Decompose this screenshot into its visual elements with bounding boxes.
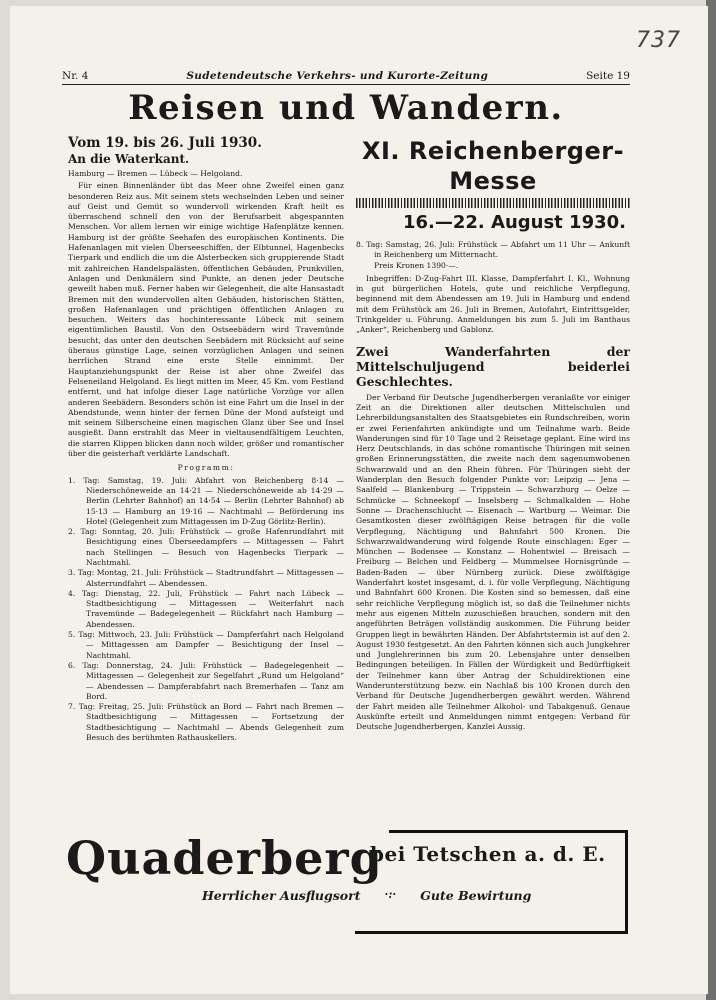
trip-route: Hamburg — Bremen — Lübeck — Helgoland. [68,169,243,178]
advert-slogan-2: Gute Bewirtung [420,888,532,903]
left-column [68,136,344,743]
messe-advert [356,136,630,234]
included-services: Inbegriffen: D-Zug-Fahrt III. Klasse, Dampferfahrt I. Kl., Wohnung in gut bürgerlichen Hotels, gute und reichliche Verpflegung, beginnend mit dem Abendessen am 19. Juli in Hamburg und endend mit dem Frühstück am 26. Juli in Bremen, Autofahrt, Eintrittsgelder, Trinkgelder u. Führung. Anmeldungen bis zum 5. Juli im Banthaus „Anker“, Reichenberg und Gablonz. [356,273,630,335]
program-day: 6. Tag: Donnerstag, 24. Juli: Frühstück — Badegelegenheit — Mittagessen — Gelegenheit zur Segelfahrt „Rund um Helgoland“ — Abendessen — Dampferabfahrt nach Bremerhafen — Tanz am Bord. [68,660,344,701]
program-day: 7. Tag: Freitag, 25. Juli: Frühstück an Bord — Fahrt nach Bremen — Stadtbesichtigung — Mittagessen — Fortsetzung der Stadtbesichtigung — Nachtmahl — Abends Gelegenheit zum Besuch des berühmten Rathauskellers. [68,702,344,743]
advert-slogan-1: Herrlicher Ausflugsort [202,888,361,903]
right-column [356,136,630,732]
advert-slogan [202,888,622,903]
advert-location: bei Tetschen a. d. E. [370,842,606,866]
wanderfahrten-text: Der Verband für Deutsche Jugendherbergen veranlaßte vor einiger Zeit an die Direktionen aller deutschen Mittelschulen und Lehrerbildungsanstalten des Staatsgebietes ein Rundschreiben, worin er zwei Ferienfahrten ankündigte und um Teilnahme warb. Beide Wanderungen sind für 10 Tage und 2 Reisetage geplant. Eine wird ins Herz Deutschlands, in das schöne romantische Thüringen mit seinen großen Erinnerungsstätten, die zweite nach dem sagenumwobenen Schwarzwald und an den Rhein führen. Für Thüringen sieht der Wanderplan den Besuch folgender Punkte vor: Leipzig — Jena — Saalfeld — Blankenburg — Trippstein — Schwarzburg — Oelze — Schmücke — Schneekopf — Inselsberg — Schmalkalden — Hohe Sonne — Drachenschlucht — Eisenach — Wartburg — Weimar. Die Gesamtkosten dieser zwölftägigen Reise betragen für die volle Verpflegung, Nächtigung und Bahnfahrt 500 Kronen. Die Schwarzwaldwanderung wird folgende Route einschlagen: Eger — München — Bodensee — Konstanz — Hohentwiel — Breisach — Freiburg — Belchen und Feldberg — Mummelsee Hornisgründe — Baden-Baden — über Nürnberg zurück. Diese zwölftägige Wanderfahrt kostet insgesamt, d. i. für volle Verpflegung, Nächtigung und Bahnfahrt 600 Kronen. Die Kosten sind so bemessen, daß eine sehr reichliche Verpflegung möglich ist, so daß die Teilnehmer nichts mehr aus eigenen Mitteln zuzuschießen brauchen, sondern mit den angeführten Beträgen vollständig auskommen. Die Führung beider Gruppen liegt in bewährten Händen. Der Abfahrtstermin ist auf den 2. August 1930 festgesetzt. An den Fahrten können sich auch Jungkehrer und Junglehrerinnen bis zum 20. Lebensjahre unter denselben Bedingungen beteiligen. In Fällen der Würdigkeit und Bedürftigkeit der Teilnehmer kann über Antrag der Schuldirektionen eine Wanderunterstützung bezw. ein Nachlaß bis 100 Kronen durch den Verband für Deutsche Jugendherbergen gewährt werden. Während der Fahrt meiden alle Teilnehmer Alkohol- und Tabakgenuß. Genaue Auskünfte erteilt und Anmeldungen nimmt entgegen: Verband für Deutsche Jugendherbergen, Kanzlei Aussig. [356,392,630,732]
page-number: Seite 19 [586,70,630,82]
trip-title-heading: An die Waterkant. [68,152,190,166]
trip-intro-paragraph: Für einen Binnenländer übt das Meer ohne Zweifel einen ganz besonderen Reiz aus. Mit seinem stets wechselnden Leben und seiner auf Geist und Gemüt so wundervoll wirkenden Kraft heilt es überraschend schnell den von der Berufsarbeit abgespannten Menschen. Vor allem lernen wir einige wichtige Hafenplätze kennen. Hamburg ist der größte Seehafen des europäischen Kontinents. Die Hafenanlagen mit vielen Überseeschiffen, der Elbtunnel, Hagenbecks Tierpark und endlich die um die Alsterbecken sich gruppierende Stadt mit zahlreichen Handelspalästen, öffentlichen Gebäuden, Prunkvillen, Anlagen und Denkmälern sind Punkte, an denen jeder Deutsche geweilt haben muß. Ferner haben wir Gelegenheit, die alte Hansastadt Bremen mit den wundervollen alten Gebäuden, historischen Stätten, großen Hafenanlagen und prächtigen öffentlichen Anlagen zu besuchen. Weiters das hochinteressante Lübeck mit seinem eigentümlichen Baustil. Von den Ostseebädern wird Travemünde besucht, das unter den deutschen Seebädern mit Rücksicht auf seine überaus günstige Lage, seinen vorzüglichen Anlagen und seinen herrlichen Strand eine erste Stelle einnimmt. Der Hauptanziehungspunkt der Reise ist aber ohne Zweifel das Felseneiland Helgoland. Es liegt mitten im Meer, 45 Km. vom Festland entfernt, und hat infolge dieser Lage natürliche Vorzüge vor allen anderen Seebädern. Besonders schön ist eine Fahrt um die Insel in der Abendstunde, wenn hinter der fernen Düne der Mond aufsteigt und mit seinem Silberscheine einen magischen Glanz über See und Insel ausgießt. Dann erstrahlt das Meer in vieltausendfältigem Leuchten, die starren Klippen blicken dann noch wilder, größer und romantischer über die geisterhaft verklärte Landschaft. [68,181,344,459]
messe-date: 16.—22. August 1930. [402,212,626,233]
program-day: 2. Tag: Sonntag, 20. Juli: Frühstück — große Hafenrundfahrt mit Besichtigung eines Überseedampfers — Mittagessen — Fahrt nach Stellingen — Besuch von Hagenbecks Tierpark — Nachtmahl. [68,527,344,567]
program-day: 4. Tag: Dienstag, 22. Juli, Frühstück — Fahrt nach Lübeck — Stadtbesichtigung — Mittagessen — Weiterfahrt nach Travemünde — Badegelegenheit — Rückfahrt nach Hamburg — Abendessen. [68,588,344,629]
programm-heading: Programm: [177,463,235,473]
advert-name: Quaderberg [66,830,389,886]
messe-title: XI. Reichenberger-Messe [361,137,625,195]
decorative-bar-rule [356,198,630,208]
program-day: 1. Tag: Samstag, 19. Juli: Abfahrt von Reichenberg 8·14 — Niederschöneweide an 14·21 — Niederschöneweide ab 14·29 — Berlin (Lehrter Bahnhof) an 14·54 — Berlin (Lehrter Bahnhof) ab 15·13 — Hamburg an 19·16 — Nachtmahl — Beförderung ins Hotel (Gelegenheit zum Mittagessen im D-Zug Görlitz-Berlin). [68,475,344,526]
newspaper-name: Sudetendeutsche Verkehrs- und Kurorte-Zeitung [186,70,489,82]
program-day: 8. Tag: Samstag, 26. Juli: Frühstück — Abfahrt um 11 Uhr — Ankunft in Reichenberg um Mitternacht. [356,240,630,260]
running-head [62,64,630,85]
program-day: 5. Tag: Mittwoch, 23. Juli: Frühstück — Dampferfahrt nach Helgoland — Mittagessen am Dampfer — Besichtigung der Insel — Nachtmahl. [68,630,344,660]
issue-number: Nr. 4 [62,70,89,82]
advert-separator: ·:· [384,888,397,901]
page-title: Reisen und Wandern. [128,88,564,128]
handwritten-page-number: 737 [636,28,681,53]
quaderberg-advert [62,822,630,932]
program-day: 3. Tag: Montag, 21. Juli: Frühstück — Stadtrundfahrt — Mittagessen — Alsterrundfahrt — Abendessen. [68,568,344,588]
price-line: Preis Kronen 1390·—. [374,260,459,270]
trip-date-heading: Vom 19. bis 26. Juli 1930. [68,135,262,151]
wanderfahrten-heading: Zwei Wanderfahrten der Mittelschuljugend beiderlei Geschlechtes. [356,343,630,389]
